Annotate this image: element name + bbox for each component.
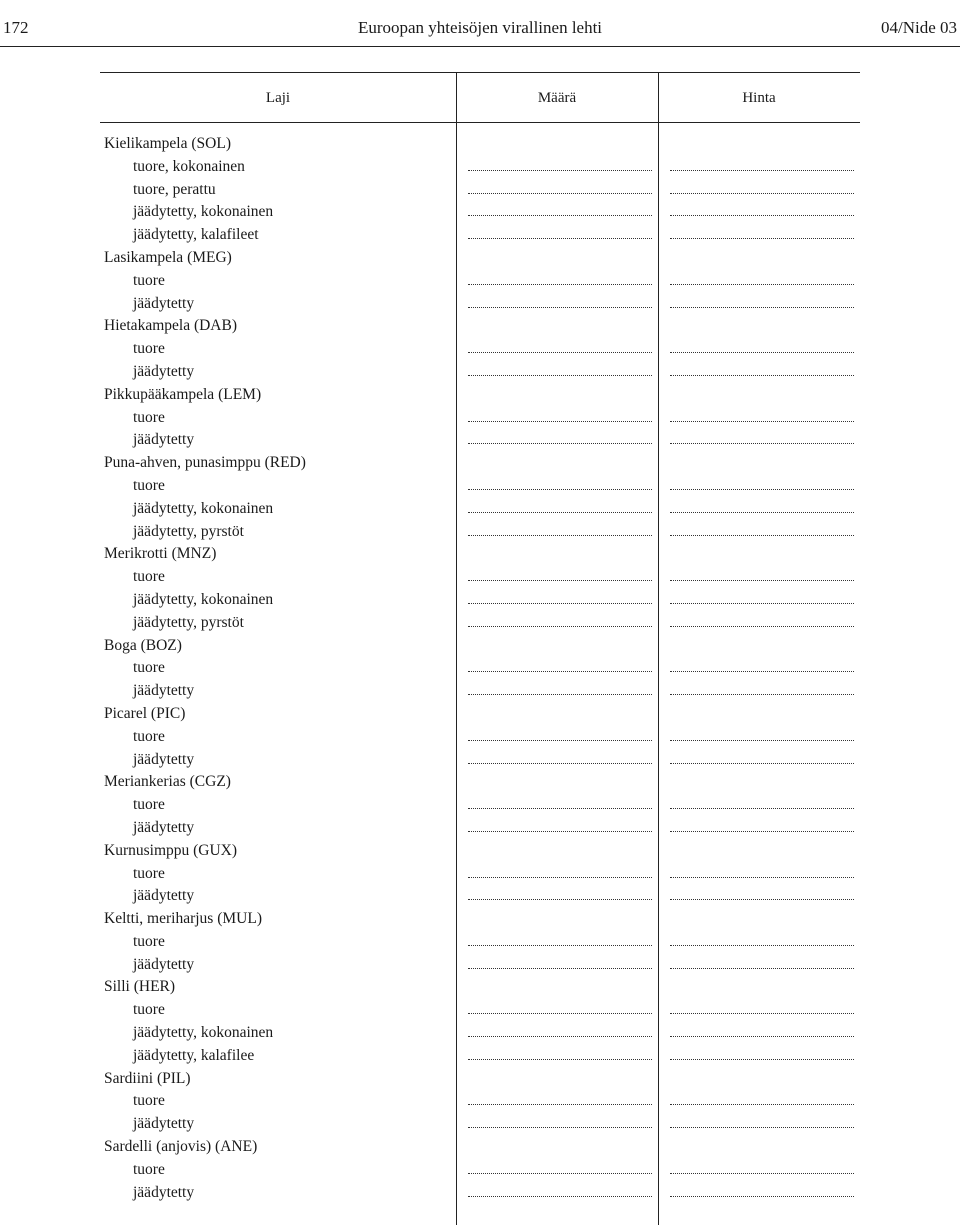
species-row (100, 542, 860, 565)
product-form-label: tuore (133, 408, 165, 426)
table-row (100, 292, 860, 315)
quantity-blank (468, 352, 652, 353)
price-blank (670, 489, 854, 490)
price-blank (670, 284, 854, 285)
table-row (100, 588, 860, 611)
species-label: Hietakampela (DAB) (104, 317, 237, 335)
product-form-label: jäädytetty, pyrstöt (133, 522, 244, 540)
product-form-label: jäädytetty, pyrstöt (133, 613, 244, 631)
species-label: Lasikampela (MEG) (104, 248, 232, 266)
product-form-label: tuore (133, 271, 165, 289)
product-form-label: tuore (133, 659, 165, 677)
product-form-label: jäädytetty (133, 887, 195, 905)
species-label: Pikkupääkampela (LEM) (104, 385, 262, 403)
price-blank (670, 740, 854, 741)
product-form-label: jäädytetty (133, 431, 195, 449)
price-blank (670, 535, 854, 536)
table-row (100, 1112, 860, 1135)
price-blank (670, 375, 854, 376)
table-row (100, 1089, 860, 1112)
product-form-label: jäädytetty, kalafilee (133, 1046, 255, 1064)
journal-title: Euroopan yhteisöjen virallinen lehti (357, 18, 603, 37)
quantity-blank (468, 1196, 652, 1197)
species-row (100, 383, 860, 406)
table-row (100, 428, 860, 451)
quantity-blank (468, 1104, 652, 1105)
quantity-blank (468, 238, 652, 239)
table-row (100, 816, 860, 839)
table-row (100, 953, 860, 976)
table-row (100, 611, 860, 634)
quantity-blank (468, 443, 652, 444)
species-label: Silli (HER) (104, 978, 176, 996)
table-row (100, 269, 860, 292)
species-row (100, 634, 860, 657)
product-form-label: tuore (133, 1092, 165, 1110)
species-row (100, 839, 860, 862)
product-form-label: tuore (133, 340, 165, 358)
species-label: Sardelli (anjovis) (ANE) (104, 1138, 258, 1156)
product-form-label: tuore (133, 476, 165, 494)
species-row (100, 1067, 860, 1090)
quantity-blank (468, 1059, 652, 1060)
table-row (100, 200, 860, 223)
table-row (100, 406, 860, 429)
table-row (100, 497, 860, 520)
table-row (100, 565, 860, 588)
species-row (100, 702, 860, 725)
quantity-blank (468, 603, 652, 604)
table-row (100, 793, 860, 816)
product-form-label: jäädytetty (133, 1183, 195, 1201)
table-row (100, 337, 860, 360)
product-form-label: jäädytetty (133, 1115, 195, 1133)
price-blank (670, 352, 854, 353)
quantity-blank (468, 284, 652, 285)
quantity-blank (468, 877, 652, 878)
species-row (100, 770, 860, 793)
species-row (100, 907, 860, 930)
species-row (100, 314, 860, 337)
column-header-quantity: Määrä (537, 90, 577, 106)
product-form-label: tuore (133, 727, 165, 745)
quantity-blank (468, 899, 652, 900)
price-blank (670, 1104, 854, 1105)
page-header (0, 0, 960, 47)
table-row (100, 155, 860, 178)
table-row (100, 748, 860, 771)
quantity-blank (468, 215, 652, 216)
quantity-blank (468, 535, 652, 536)
quantity-blank (468, 375, 652, 376)
price-blank (670, 1036, 854, 1037)
quantity-blank (468, 1013, 652, 1014)
table-row (100, 656, 860, 679)
quantity-blank (468, 763, 652, 764)
column-header-price: Hinta (742, 90, 776, 106)
price-blank (670, 831, 854, 832)
table-row (100, 223, 860, 246)
quantity-blank (468, 580, 652, 581)
product-form-label: jäädytetty (133, 818, 195, 836)
quantity-blank (468, 489, 652, 490)
price-blank (670, 694, 854, 695)
table-row (100, 1044, 860, 1067)
product-form-label: tuore (133, 864, 165, 882)
product-form-label: jäädytetty, kokonainen (133, 1024, 274, 1042)
price-blank (670, 877, 854, 878)
product-form-label: jäädytetty (133, 955, 195, 973)
quantity-blank (468, 626, 652, 627)
table-row (100, 474, 860, 497)
price-blank (670, 512, 854, 513)
price-blank (670, 945, 854, 946)
product-form-label: tuore (133, 568, 165, 586)
table-row (100, 1158, 860, 1181)
quantity-blank (468, 1127, 652, 1128)
quantity-blank (468, 512, 652, 513)
species-label: Picarel (PIC) (104, 704, 186, 722)
table-row (100, 998, 860, 1021)
price-blank (670, 968, 854, 969)
table-top-rule (100, 72, 860, 73)
product-form-label: jäädytetty, kokonainen (133, 590, 274, 608)
table-row (100, 178, 860, 201)
product-form-label: jäädytetty (133, 294, 195, 312)
price-blank (670, 307, 854, 308)
table-row (100, 725, 860, 748)
species-table (100, 72, 860, 1225)
price-blank (670, 443, 854, 444)
product-form-label: jäädytetty, kokonainen (133, 499, 274, 517)
product-form-label: jäädytetty (133, 362, 195, 380)
product-form-label: tuore (133, 1001, 165, 1019)
quantity-blank (468, 421, 652, 422)
price-blank (670, 899, 854, 900)
species-label: Merikrotti (MNZ) (104, 545, 217, 563)
price-blank (670, 1059, 854, 1060)
column-header-species: Laji (265, 90, 291, 106)
product-form-label: jäädytetty (133, 750, 195, 768)
price-blank (670, 238, 854, 239)
table-row (100, 679, 860, 702)
price-blank (670, 1013, 854, 1014)
product-form-label: tuore (133, 796, 165, 814)
quantity-blank (468, 1173, 652, 1174)
table-row (100, 884, 860, 907)
price-blank (670, 170, 854, 171)
price-blank (670, 580, 854, 581)
table-row (100, 1021, 860, 1044)
species-row (100, 451, 860, 474)
price-blank (670, 671, 854, 672)
table-row (100, 862, 860, 885)
price-blank (670, 808, 854, 809)
price-blank (670, 603, 854, 604)
quantity-blank (468, 170, 652, 171)
quantity-blank (468, 808, 652, 809)
species-label: Kielikampela (SOL) (104, 135, 231, 152)
quantity-blank (468, 740, 652, 741)
price-blank (670, 763, 854, 764)
page-number: 172 (3, 18, 29, 37)
quantity-blank (468, 193, 652, 194)
table-body (100, 132, 860, 1203)
quantity-blank (468, 1036, 652, 1037)
table-row (100, 360, 860, 383)
price-blank (670, 1127, 854, 1128)
product-form-label: jäädytetty, kokonainen (133, 203, 274, 221)
product-form-label: jäädytetty (133, 682, 195, 700)
quantity-blank (468, 945, 652, 946)
species-row (100, 132, 860, 155)
price-blank (670, 421, 854, 422)
product-form-label: tuore, perattu (133, 180, 216, 198)
product-form-label: tuore (133, 932, 165, 950)
price-blank (670, 193, 854, 194)
species-label: Kurnusimppu (GUX) (104, 841, 238, 859)
species-label: Keltti, meriharjus (MUL) (104, 910, 262, 928)
table-row (100, 1181, 860, 1204)
product-form-label: tuore, kokonainen (133, 157, 245, 175)
species-label: Meriankerias (CGZ) (104, 773, 231, 791)
quantity-blank (468, 671, 652, 672)
species-label: Puna-ahven, punasimppu (RED) (104, 454, 306, 472)
table-header-rule (100, 122, 860, 123)
quantity-blank (468, 694, 652, 695)
table-row (100, 520, 860, 543)
price-blank (670, 215, 854, 216)
species-label: Boga (BOZ) (104, 636, 182, 654)
quantity-blank (468, 968, 652, 969)
table-row (100, 930, 860, 953)
species-row (100, 975, 860, 998)
volume-number: 04/Nide 03 (880, 18, 957, 37)
product-form-label: jäädytetty, kalafileet (133, 226, 259, 244)
product-form-label: tuore (133, 1160, 165, 1178)
price-blank (670, 626, 854, 627)
quantity-blank (468, 307, 652, 308)
species-row (100, 246, 860, 269)
quantity-blank (468, 831, 652, 832)
price-blank (670, 1196, 854, 1197)
species-label: Sardiini (PIL) (104, 1069, 191, 1087)
species-row (100, 1135, 860, 1158)
price-blank (670, 1173, 854, 1174)
